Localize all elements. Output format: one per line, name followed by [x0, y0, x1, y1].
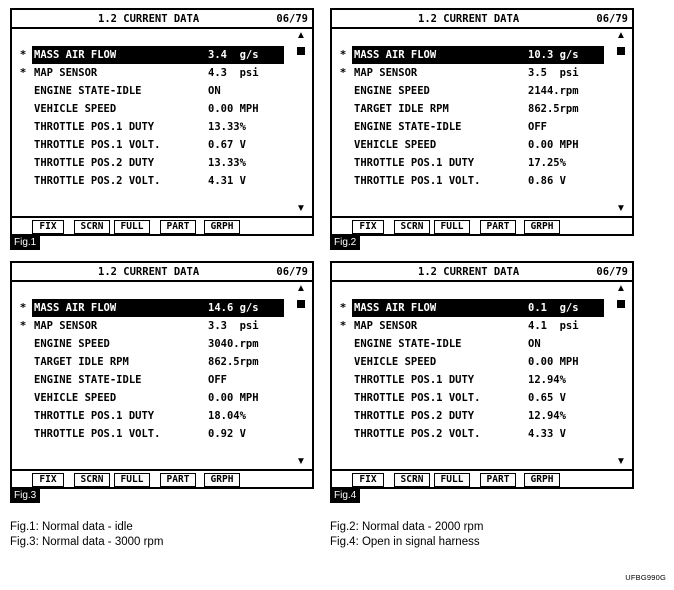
figure-label: Fig.1	[10, 236, 40, 250]
arrow-up-icon[interactable]: ▲	[296, 30, 306, 41]
parameter-value: 0.86 V	[528, 175, 566, 187]
parameter-value: 13.33%	[208, 157, 246, 169]
grph-button[interactable]: GRPH	[524, 473, 560, 487]
scroll-thumb[interactable]	[617, 47, 625, 55]
parameter-name: MASS AIR FLOW	[354, 302, 437, 314]
parameter-name: MASS AIR FLOW	[354, 49, 437, 61]
data-list	[332, 299, 608, 443]
scrollbar[interactable]	[294, 284, 308, 467]
fixed-marker: *	[19, 66, 27, 79]
screen-title: 1.2 CURRENT DATA	[98, 13, 200, 25]
data-row[interactable]	[12, 407, 288, 425]
parameter-name: THROTTLE POS.1 VOLT.	[354, 175, 481, 187]
screen-title: 1.2 CURRENT DATA	[418, 266, 520, 278]
arrow-down-icon[interactable]: ▼	[616, 456, 626, 467]
parameter-name: MAP SENSOR	[34, 320, 98, 332]
function-key-bar	[332, 469, 632, 487]
caption-block-right	[330, 520, 483, 550]
full-button[interactable]: FULL	[434, 473, 470, 487]
parameter-name: THROTTLE POS.2 VOLT.	[34, 175, 161, 187]
parameter-name: THROTTLE POS.1 VOLT.	[34, 428, 161, 440]
caption-line: Fig.2: Normal data - 2000 rpm	[330, 521, 484, 533]
parameter-name: VEHICLE SPEED	[354, 356, 437, 368]
data-row[interactable]	[12, 371, 288, 389]
function-key-bar	[332, 216, 632, 234]
parameter-name: MAP SENSOR	[354, 67, 418, 79]
data-row[interactable]	[12, 82, 288, 100]
parameter-name: THROTTLE POS.1 VOLT.	[34, 139, 161, 151]
data-row[interactable]	[12, 100, 288, 118]
data-row[interactable]	[12, 317, 288, 335]
parameter-name: MAP SENSOR	[34, 67, 98, 79]
data-row[interactable]	[12, 46, 288, 64]
parameter-value: OFF	[208, 374, 227, 386]
data-row[interactable]	[332, 389, 608, 407]
parameter-value: ON	[528, 338, 541, 350]
parameter-value: 12.94%	[528, 410, 566, 422]
parameter-value: 4.31 V	[208, 175, 246, 187]
data-row[interactable]	[12, 136, 288, 154]
fixed-marker: *	[19, 301, 27, 314]
parameter-name: VEHICLE SPEED	[354, 139, 437, 151]
part-button[interactable]: PART	[160, 473, 196, 487]
scrn-button[interactable]: SCRN	[74, 473, 110, 487]
data-row[interactable]	[332, 136, 608, 154]
screen-header	[332, 10, 632, 29]
parameter-name: TARGET IDLE RPM	[34, 356, 129, 368]
parameter-value: ON	[208, 85, 221, 97]
full-button[interactable]: FULL	[434, 220, 470, 234]
arrow-up-icon[interactable]: ▲	[616, 30, 626, 41]
figure-label: Fig.3	[10, 489, 40, 503]
parameter-value: 10.3 g/s	[528, 49, 579, 61]
parameter-value: 0.00 MPH	[528, 356, 579, 368]
caption-line: Fig.1: Normal data - idle	[10, 521, 133, 533]
parameter-name: THROTTLE POS.2 DUTY	[34, 157, 155, 169]
page-indicator: 06/79	[276, 13, 308, 25]
parameter-name: ENGINE SPEED	[354, 85, 430, 97]
parameter-name: VEHICLE SPEED	[34, 392, 117, 404]
arrow-down-icon[interactable]: ▼	[616, 203, 626, 214]
caption-line: Fig.4: Open in signal harness	[330, 536, 480, 548]
screen-header	[332, 263, 632, 282]
data-row[interactable]	[332, 46, 608, 64]
parameter-name: MASS AIR FLOW	[34, 49, 117, 61]
data-row[interactable]	[12, 172, 288, 190]
scan-tool-screen-fig3	[10, 261, 314, 489]
fixed-marker: *	[339, 48, 347, 61]
parameter-value: 0.00 MPH	[208, 103, 259, 115]
parameter-value: 2144.rpm	[528, 85, 579, 97]
fix-button[interactable]: FIX	[32, 220, 64, 234]
scrn-button[interactable]: SCRN	[394, 220, 430, 234]
parameter-value: 14.6 g/s	[208, 302, 259, 314]
document-code: UFBG990G	[625, 573, 666, 582]
parameter-name: THROTTLE POS.1 DUTY	[354, 374, 475, 386]
parameter-name: MAP SENSOR	[354, 320, 418, 332]
arrow-up-icon[interactable]: ▲	[296, 283, 306, 294]
parameter-value: OFF	[528, 121, 547, 133]
parameter-name: THROTTLE POS.2 VOLT.	[354, 428, 481, 440]
screen-header	[12, 263, 312, 282]
screen-title: 1.2 CURRENT DATA	[98, 266, 200, 278]
scroll-thumb[interactable]	[617, 300, 625, 308]
data-row[interactable]	[332, 100, 608, 118]
parameter-value: 0.67 V	[208, 139, 246, 151]
parameter-value: 0.65 V	[528, 392, 566, 404]
data-row[interactable]	[332, 371, 608, 389]
data-row[interactable]	[332, 172, 608, 190]
scan-tool-screen-fig1	[10, 8, 314, 236]
data-row[interactable]	[12, 389, 288, 407]
screen-title: 1.2 CURRENT DATA	[418, 13, 520, 25]
fixed-marker: *	[19, 48, 27, 61]
parameter-value: 0.92 V	[208, 428, 246, 440]
data-row[interactable]	[332, 299, 608, 317]
parameter-value: 0.00 MPH	[208, 392, 259, 404]
data-row[interactable]	[12, 154, 288, 172]
data-row[interactable]	[332, 407, 608, 425]
full-button[interactable]: FULL	[114, 473, 150, 487]
parameter-name: ENGINE STATE-IDLE	[354, 121, 462, 133]
parameter-value: 3040.rpm	[208, 338, 259, 350]
parameter-name: THROTTLE POS.1 DUTY	[34, 410, 155, 422]
scrn-button[interactable]: SCRN	[74, 220, 110, 234]
parameter-value: 13.33%	[208, 121, 246, 133]
fix-button[interactable]: FIX	[352, 220, 384, 234]
scrollbar[interactable]	[614, 284, 628, 467]
data-list	[12, 299, 288, 443]
scrollbar[interactable]	[294, 31, 308, 214]
data-list	[332, 46, 608, 190]
parameter-value: 12.94%	[528, 374, 566, 386]
scan-tool-screen-fig2	[330, 8, 634, 236]
scan-tool-screen-fig4	[330, 261, 634, 489]
data-row[interactable]	[332, 154, 608, 172]
parameter-name: ENGINE STATE-IDLE	[34, 374, 142, 386]
data-row[interactable]	[12, 335, 288, 353]
grph-button[interactable]: GRPH	[204, 473, 240, 487]
fix-button[interactable]: FIX	[32, 473, 64, 487]
parameter-value: 862.5rpm	[208, 356, 259, 368]
data-row[interactable]	[332, 64, 608, 82]
scroll-thumb[interactable]	[297, 300, 305, 308]
figure-label: Fig.4	[330, 489, 360, 503]
fixed-marker: *	[339, 66, 347, 79]
page-indicator: 06/79	[276, 266, 308, 278]
screen-header	[12, 10, 312, 29]
data-row[interactable]	[332, 353, 608, 371]
parameter-name: ENGINE STATE-IDLE	[34, 85, 142, 97]
function-key-bar	[12, 469, 312, 487]
page-indicator: 06/79	[596, 266, 628, 278]
scrollbar[interactable]	[614, 31, 628, 214]
data-row[interactable]	[12, 353, 288, 371]
parameter-name: ENGINE STATE-IDLE	[354, 338, 462, 350]
scrn-button[interactable]: SCRN	[394, 473, 430, 487]
parameter-name: THROTTLE POS.1 DUTY	[34, 121, 155, 133]
parameter-value: 4.3 psi	[208, 67, 259, 79]
data-row[interactable]	[332, 335, 608, 353]
parameter-value: 0.00 MPH	[528, 139, 579, 151]
arrow-down-icon[interactable]: ▼	[296, 203, 306, 214]
parameter-name: THROTTLE POS.2 DUTY	[354, 410, 475, 422]
scroll-thumb[interactable]	[297, 47, 305, 55]
parameter-name: TARGET IDLE RPM	[354, 103, 449, 115]
parameter-value: 0.1 g/s	[528, 302, 579, 314]
fixed-marker: *	[19, 319, 27, 332]
caption-block-left	[10, 520, 163, 550]
grph-button[interactable]: GRPH	[524, 220, 560, 234]
fixed-marker: *	[339, 301, 347, 314]
data-row[interactable]	[12, 118, 288, 136]
fixed-marker: *	[339, 319, 347, 332]
parameter-name: THROTTLE POS.1 VOLT.	[354, 392, 481, 404]
figure-label: Fig.2	[330, 236, 360, 250]
fix-button[interactable]: FIX	[352, 473, 384, 487]
parameter-name: MASS AIR FLOW	[34, 302, 117, 314]
parameter-name: ENGINE SPEED	[34, 338, 110, 350]
parameter-value: 3.4 g/s	[208, 49, 259, 61]
parameter-value: 4.33 V	[528, 428, 566, 440]
parameter-value: 18.04%	[208, 410, 246, 422]
full-button[interactable]: FULL	[114, 220, 150, 234]
part-button[interactable]: PART	[160, 220, 196, 234]
parameter-name: VEHICLE SPEED	[34, 103, 117, 115]
data-row[interactable]	[332, 82, 608, 100]
data-row[interactable]	[12, 425, 288, 443]
parameter-value: 4.1 psi	[528, 320, 579, 332]
parameter-value: 17.25%	[528, 157, 566, 169]
function-key-bar	[12, 216, 312, 234]
page-indicator: 06/79	[596, 13, 628, 25]
grph-button[interactable]: GRPH	[204, 220, 240, 234]
data-row[interactable]	[332, 118, 608, 136]
data-row[interactable]	[332, 425, 608, 443]
part-button[interactable]: PART	[480, 473, 516, 487]
data-list	[12, 46, 288, 190]
parameter-name: THROTTLE POS.1 DUTY	[354, 157, 475, 169]
parameter-value: 3.3 psi	[208, 320, 259, 332]
data-row[interactable]	[12, 64, 288, 82]
parameter-value: 3.5 psi	[528, 67, 579, 79]
caption-line: Fig.3: Normal data - 3000 rpm	[10, 536, 164, 548]
parameter-value: 862.5rpm	[528, 103, 579, 115]
part-button[interactable]: PART	[480, 220, 516, 234]
data-row[interactable]	[12, 299, 288, 317]
data-row[interactable]	[332, 317, 608, 335]
arrow-down-icon[interactable]: ▼	[296, 456, 306, 467]
arrow-up-icon[interactable]: ▲	[616, 283, 626, 294]
